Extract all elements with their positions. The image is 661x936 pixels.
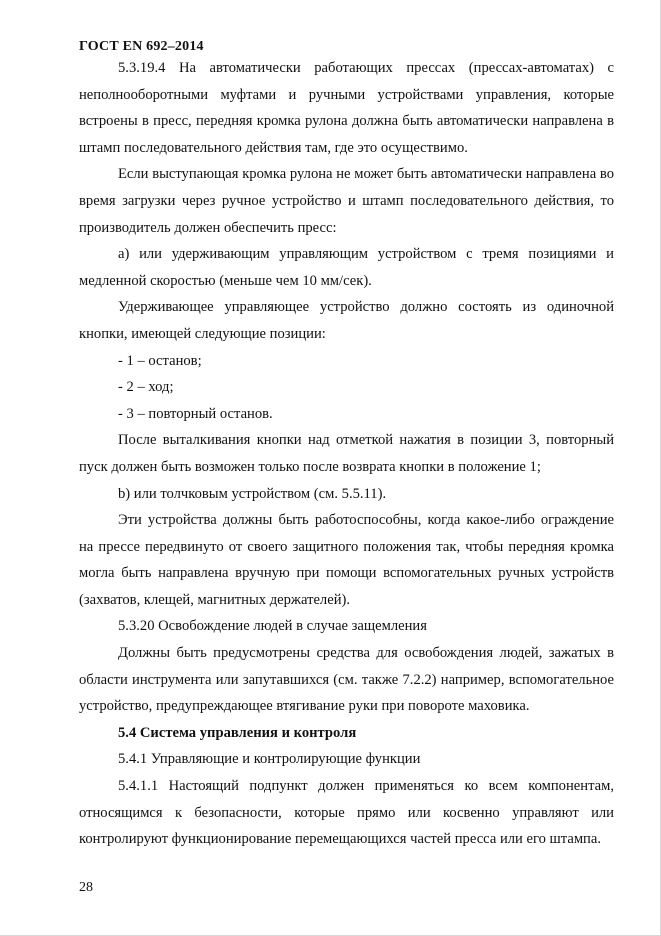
section-heading-5-3-20: 5.3.20 Освобождение людей в случае защемления (118, 618, 427, 635)
list-item-position-2: - 2 – ход; (118, 379, 174, 396)
paragraph-restart-condition: После выталкивания кнопки над отметкой нажатия в позиции 3, повторный пуск должен быть возможен только после возврата кнопки в положение 1; (79, 432, 614, 475)
page-number: 28 (79, 880, 93, 895)
paragraph-release-means: Должны быть предусмотрены средства для освобождения людей, зажатых в области инструмента или запутавшихся (см. также 7.2.2) например, вспомогательное устройство, предупреждающее втягивание руки при повороте маховика. (79, 645, 614, 715)
paragraph-5-4-1-1: 5.4.1.1 Настоящий подпункт должен применяться ко всем компонентам, относящимся к безопасности, которые прямо или косвенно управляют или контролируют функционирование перемещающихся частей пресса или его штампа. (79, 778, 614, 848)
paragraph-edge-not-guided: Если выступающая кромка рулона не может быть автоматически направлена во время загрузки через ручное устройство и штамп последовательного действия, то производитель должен обеспечить пресс: (79, 166, 614, 236)
paragraph-5-3-19-4: 5.3.19.4 На автоматически работающих прессах (прессах-автоматах) с неполнооборотными муфтами и ручными устройствами управления, которые встроены в пресс, передняя кромка рулона должна быть автоматически направлена в штамп последовательного действия там, где это осуществимо. (79, 60, 614, 156)
section-heading-5-4: 5.4 Система управления и контроля (118, 724, 357, 741)
paragraph-option-b: b) или толчковым устройством (см. 5.5.11). (118, 485, 387, 502)
document-header: ГОСТ EN 692–2014 (79, 39, 204, 54)
paragraph-devices-operational: Эти устройства должны быть работоспособны, когда какое-либо ограждение на прессе передвинуто от своего защитного положения так, чтобы передняя кромка могла быть направлена вручную при помощи вспомогательных ручных устройств (захватов, клещей, магнитных держателей). (79, 512, 614, 608)
paragraph-hold-to-run-device: Удерживающее управляющее устройство должно состоять из одиночной кнопки, имеющей следующие позиции: (79, 299, 614, 342)
document-body (79, 55, 614, 853)
list-item-position-3: - 3 – повторный останов. (118, 405, 273, 422)
paragraph-option-a: a) или удерживающим управляющим устройством с тремя позициями и медленной скоростью (меньше чем 10 мм/сек). (79, 246, 614, 289)
list-item-position-1: - 1 – останов; (118, 352, 202, 369)
section-heading-5-4-1: 5.4.1 Управляющие и контролирующие функции (118, 751, 421, 768)
